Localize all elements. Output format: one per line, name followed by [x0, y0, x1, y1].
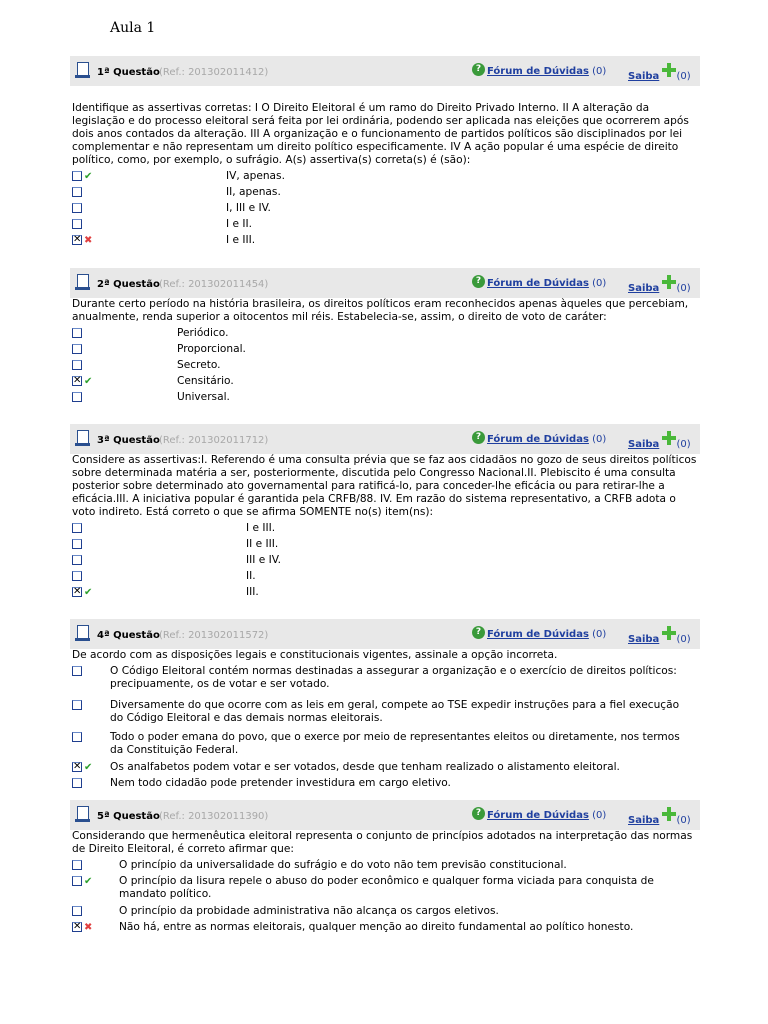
forum-count: (0) [592, 434, 607, 445]
answer-checkbox[interactable] [72, 344, 82, 354]
answer-checkbox[interactable] [72, 906, 82, 916]
option-label: O Código Eleitoral contém normas destinadas a assegurar a organização e o exercício de direitos políticos: precipuamente, os de votar e ser votado. [110, 665, 677, 690]
plus-icon[interactable] [662, 275, 676, 289]
options-list [70, 167, 700, 249]
page-title: Aula 1 [110, 20, 156, 36]
forum-link[interactable] [472, 434, 606, 448]
saiba-label[interactable]: Saiba [628, 634, 660, 645]
correct-check-icon: ✔ [84, 171, 93, 182]
answer-checkbox[interactable] [72, 666, 82, 676]
question-header [70, 619, 700, 649]
option-label: O princípio da lisura repele o abuso do poder econômico e qualquer forma viciada para conquista de mandato político. [119, 875, 654, 900]
answer-checkbox[interactable]: ✕ [73, 921, 82, 932]
question-mark-icon: ? [472, 807, 485, 820]
question-ref: (Ref.: 201302011454) [159, 279, 269, 290]
forum-count: (0) [592, 278, 607, 289]
option[interactable] [70, 698, 700, 726]
wrong-x-icon: ✖ [84, 235, 93, 246]
answer-checkbox[interactable] [72, 778, 82, 788]
option[interactable] [70, 185, 700, 199]
forum-count: (0) [592, 66, 607, 77]
answer-checkbox[interactable]: ✕ [73, 761, 82, 772]
answer-checkbox[interactable] [72, 219, 82, 229]
document-icon [77, 806, 89, 820]
answer-checkbox[interactable] [72, 523, 82, 533]
saiba-count: (0) [676, 815, 691, 826]
option[interactable] [70, 201, 700, 215]
option[interactable] [70, 760, 700, 774]
question-header [70, 268, 700, 298]
option-label: I e III. [226, 234, 256, 246]
answer-checkbox[interactable] [72, 571, 82, 581]
saiba-link[interactable] [628, 435, 691, 450]
options-list [70, 856, 700, 946]
option[interactable] [70, 585, 700, 599]
option[interactable] [70, 537, 700, 551]
option-label: IV, apenas. [226, 170, 285, 182]
forum-link-label[interactable]: Fórum de Dúvidas [487, 629, 589, 640]
option-label: III e IV. [246, 554, 281, 566]
question-ref: (Ref.: 201302011390) [159, 811, 269, 822]
correct-check-icon: ✔ [84, 762, 93, 773]
option-label: II. [246, 570, 256, 582]
options-list [70, 662, 700, 789]
saiba-label[interactable]: Saiba [628, 815, 660, 826]
option[interactable] [70, 358, 700, 372]
saiba-link[interactable] [628, 630, 691, 645]
forum-link-label[interactable]: Fórum de Dúvidas [487, 810, 589, 821]
saiba-count: (0) [676, 283, 691, 294]
answer-checkbox[interactable] [72, 539, 82, 549]
option[interactable] [70, 776, 700, 790]
answer-checkbox[interactable] [72, 860, 82, 870]
forum-link-label[interactable]: Fórum de Dúvidas [487, 66, 589, 77]
option-label: Não há, entre as normas eleitorais, qualquer menção ao direito fundamental ao político honesto. [119, 921, 634, 933]
option-label: Todo o poder emana do povo, que o exerce por meio de representantes eleitos ou diretamente, nos termos da Constituição Federal. [110, 731, 680, 756]
option[interactable] [70, 730, 700, 758]
saiba-label[interactable]: Saiba [628, 439, 660, 450]
option-label: I e III. [246, 522, 276, 534]
option[interactable] [70, 664, 700, 692]
answer-checkbox[interactable] [72, 700, 82, 710]
question-3 [70, 424, 700, 601]
answer-checkbox[interactable] [72, 171, 82, 181]
wrong-x-icon: ✖ [84, 922, 93, 933]
saiba-count: (0) [676, 634, 691, 645]
option-label: Periódico. [177, 327, 229, 339]
question-text: Considerando que hermenêutica eleitoral representa o conjunto de princípios adotados na interpretação das normas de Direito Eleitoral, é correto afirmar que: [72, 830, 693, 855]
document-icon [77, 625, 89, 639]
saiba-count: (0) [676, 71, 691, 82]
question-title: 2ª Questão [97, 279, 160, 290]
answer-checkbox[interactable]: ✕ [73, 234, 82, 245]
forum-link-label[interactable]: Fórum de Dúvidas [487, 278, 589, 289]
question-title: 3ª Questão [97, 435, 160, 446]
forum-link[interactable] [472, 66, 606, 80]
forum-link-label[interactable]: Fórum de Dúvidas [487, 434, 589, 445]
saiba-link[interactable] [628, 67, 691, 82]
saiba-count: (0) [676, 439, 691, 450]
answer-checkbox[interactable] [72, 555, 82, 565]
question-title: 5ª Questão [97, 811, 160, 822]
question-text: Considere as assertivas:I. Referendo é uma consulta prévia que se faz aos cidadãos no gozo de seus direitos políticos sobre determinada matéria a ser, posteriormente, discutida pelo Congresso Nacional.II. Plebiscito é uma consulta posterior sobre determinado ato governamental para ratificá-lo, para conceder-lhe eficácia ou para retirar-lhe a eficácia.III. A iniciativa popular é garantida pela CRFB/88. IV. Em razão do sistema representativo, a CRFB adota o voto indireto. Está correto o que se afirma SOMENTE no(s) item(ns): [72, 454, 697, 518]
option-label: Universal. [177, 391, 230, 403]
option-label: O princípio da universalidade do sufrágio e do voto não tem previsão constitucional. [119, 859, 567, 871]
option[interactable] [70, 569, 700, 583]
option-label: Diversamente do que ocorre com as leis em geral, compete ao TSE expedir instruções para a fiel execução do Código Eleitoral e das demais normas eleitorais. [110, 699, 680, 724]
question-mark-icon: ? [472, 626, 485, 639]
answer-checkbox[interactable]: ✕ [73, 586, 82, 597]
question-ref: (Ref.: 201302011712) [159, 435, 269, 446]
correct-check-icon: ✔ [84, 376, 93, 387]
option[interactable] [70, 904, 700, 918]
answer-checkbox[interactable] [72, 360, 82, 370]
option[interactable] [70, 217, 700, 231]
option-label: Nem todo cidadão pode pretender investidura em cargo eletivo. [110, 777, 451, 789]
question-ref: (Ref.: 201302011412) [159, 67, 269, 78]
answer-checkbox[interactable] [72, 203, 82, 213]
answer-checkbox[interactable]: ✕ [73, 375, 82, 386]
option-label: Os analfabetos podem votar e ser votados, desde que tenham realizado o alistamento eleitoral. [110, 761, 620, 773]
question-title: 1ª Questão [97, 67, 160, 78]
option-label: II, apenas. [226, 186, 281, 198]
option[interactable] [70, 390, 700, 404]
options-list [70, 519, 700, 601]
plus-icon[interactable] [662, 807, 676, 821]
forum-link[interactable] [472, 278, 606, 292]
option[interactable] [70, 342, 700, 356]
correct-check-icon: ✔ [84, 587, 93, 598]
option[interactable] [70, 169, 700, 183]
option[interactable] [70, 233, 700, 247]
option-label: Censitário. [177, 375, 234, 387]
option[interactable] [70, 326, 700, 340]
document-icon [77, 274, 89, 288]
answer-checkbox[interactable] [72, 328, 82, 338]
option[interactable] [70, 553, 700, 567]
question-1 [70, 56, 700, 249]
question-header [70, 800, 700, 830]
option-label: II e III. [246, 538, 279, 550]
answer-checkbox[interactable] [72, 732, 82, 742]
question-4 [70, 619, 700, 789]
options-list [70, 324, 700, 406]
option[interactable] [70, 858, 700, 872]
option-label: III. [246, 586, 259, 598]
option-label: I, III e IV. [226, 202, 271, 214]
question-mark-icon: ? [472, 275, 485, 288]
question-2 [70, 268, 700, 406]
option-label: Proporcional. [177, 343, 246, 355]
answer-checkbox[interactable] [72, 876, 82, 886]
saiba-label[interactable]: Saiba [628, 71, 660, 82]
option[interactable] [70, 874, 700, 902]
plus-icon[interactable] [662, 63, 676, 77]
forum-link[interactable] [472, 629, 606, 643]
option-label: Secreto. [177, 359, 221, 371]
answer-checkbox[interactable] [72, 392, 82, 402]
option-label: O princípio da probidade administrativa não alcança os cargos eletivos. [119, 905, 499, 917]
answer-checkbox[interactable] [72, 187, 82, 197]
option[interactable] [70, 521, 700, 535]
option[interactable] [70, 374, 700, 388]
question-5 [70, 800, 700, 946]
forum-count: (0) [592, 629, 607, 640]
correct-check-icon: ✔ [84, 876, 93, 887]
saiba-link[interactable] [628, 811, 691, 826]
forum-link[interactable] [472, 810, 606, 824]
question-header [70, 56, 700, 86]
question-header [70, 424, 700, 454]
document-icon [77, 62, 89, 76]
question-mark-icon: ? [472, 63, 485, 76]
document-icon [77, 430, 89, 444]
question-mark-icon: ? [472, 431, 485, 444]
option[interactable] [70, 920, 700, 934]
saiba-label[interactable]: Saiba [628, 283, 660, 294]
saiba-link[interactable] [628, 279, 691, 294]
question-text: De acordo com as disposições legais e constitucionais vigentes, assinale a opção incorreta. [72, 649, 558, 661]
question-text: Identifique as assertivas corretas: I O Direito Eleitoral é um ramo do Direito Privado Interno. II A alteração da legislação e do processo eleitoral será feita por lei ordinária, podendo ser aplicada nas eleições que ocorrerem após dois anos contados da alteração. III A organização e o funcionamento de partidos políticos são disciplinados por lei complementar e não representam um direito político especificamente. IV A ação popular é uma espécie de direito político, como, por exemplo, o sufrágio. A(s) assertiva(s) correta(s) é (são): [72, 102, 689, 166]
question-ref: (Ref.: 201302011572) [159, 630, 269, 641]
question-text: Durante certo período na história brasileira, os direitos políticos eram reconhecidos apenas àqueles que percebiam, anualmente, renda superior a oitocentos mil réis. Estabelecia-se, assim, o direito de voto de caráter: [72, 298, 689, 323]
option-label: I e II. [226, 218, 252, 230]
plus-icon[interactable] [662, 626, 676, 640]
plus-icon[interactable] [662, 431, 676, 445]
forum-count: (0) [592, 810, 607, 821]
question-title: 4ª Questão [97, 630, 160, 641]
